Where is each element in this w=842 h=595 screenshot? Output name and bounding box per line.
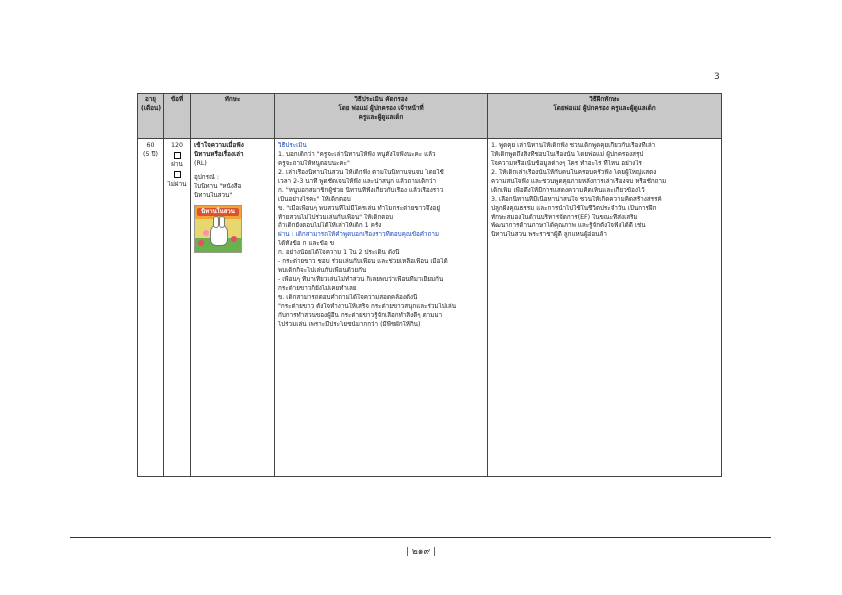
practice-line: นิทานในสวน พระราชาผู้ดี ลูกแหนผู้อ่อนล้า <box>491 231 607 239</box>
practice-text <box>491 142 718 240</box>
equipment-line-1: ใบนิทาน "หนังสือ <box>194 182 242 190</box>
pass-checkbox[interactable] <box>174 152 181 159</box>
method-line: 2. เล่าเรื่องนิทานในสวน ให้เด็กฟัง ตามในนิทานจนจบ โดยใช้ <box>278 168 444 176</box>
practice-line: 1. พูดคุย เล่านิทานให้เด็กฟัง ชวนเด็กพูดคุยเกี่ยวกับเรื่องที่เล่า <box>491 142 656 149</box>
method-line: ถ้าเด็กยังตอบไม่ได้ให้เล่าให้เด็ก 1 ครั้ง <box>278 222 382 230</box>
method-line: ผ่าน : เด็กสามารถให้คำพูดบอกเรื่องราวที่ตอบคุณข้อคำถาม <box>278 231 440 239</box>
practice-line: พัฒนาการด้านภาษาได้คุณภาพ และรู้จักตั้งใจฟังได้ดี เช่น <box>491 222 646 230</box>
header-method-line-3: ครูและผู้ดูแลเด็ก <box>358 113 404 121</box>
method-text <box>278 151 484 330</box>
method-cell <box>275 139 488 477</box>
table-row <box>138 139 722 477</box>
item-number: 120 <box>170 142 184 149</box>
age-cell <box>138 139 164 477</box>
header-method <box>275 94 488 139</box>
header-method-line-2: โดย พ่อแม่ ผู้ปกครอง เจ้าหน้าที่ <box>338 104 424 112</box>
method-line: ครูจะถามให้หนูตอบนะคะ" <box>278 159 350 167</box>
rabbit-icon <box>210 224 228 246</box>
fail-label: ไม่ผ่าน <box>167 180 187 188</box>
table-header-row <box>138 94 722 139</box>
practice-cell <box>488 139 722 477</box>
flower-icon <box>198 240 204 246</box>
practice-line: เด็กเพิ่ม เพื่อดึงให้มีการแสดงความคิดเห็นและเกี่ยวข้องไว้ <box>491 186 645 194</box>
equipment-line-2: นิทานในสวน" <box>194 191 233 199</box>
skill-cell <box>191 139 275 477</box>
method-line: ได้ทั้งข้อ ก และข้อ ข <box>278 240 335 248</box>
method-line: ไปร่วมเล่น เพราะมีประโยชน์มากกว่า (มีพืชผักให้กิน) <box>278 320 421 328</box>
header-no <box>164 94 191 139</box>
header-skill-label: ทักษะ <box>224 96 241 103</box>
age-months: 60 <box>146 142 155 149</box>
method-line: - กระต่ายขาว ชอบ ร่วมเล่นกับเพื่อน และช่วยเหลือเพื่อน เมื่อได้ <box>278 258 448 266</box>
assessment-table <box>137 93 722 477</box>
method-line: ข. "เมื่อเพื่อนๆ พบสวนที่ไม่มีใครเล่น ทำไมกระต่ายขาวจึงอยู่ <box>278 204 441 212</box>
practice-line: ใจความหรือเน้นข้อมูลต่างๆ ใคร ทำอะไร ที่ไหน อย่างไร <box>491 159 642 167</box>
header-skill <box>191 94 275 139</box>
age-years: (5 ปี) <box>143 150 158 158</box>
method-line: ข. เด็กสามารถตอบคำถามได้ใจความสอดคล้องดังนี้ <box>278 293 418 301</box>
fail-checkbox[interactable] <box>174 171 181 178</box>
practice-line: ความสนใจฟัง และชวนพูดคุยภายหลังการเล่าเรื่องจบ หรือชักถาม <box>491 177 667 185</box>
method-line: - เพื่อนๆ ที่มาเที่ยวเล่นไม่ทำสวน ก็เลยพบว่าเพื่อนที่มาเยี่ยมกัน <box>278 276 444 284</box>
practice-line: ปลูกฝังคุณธรรม และการนำไปใช้ในชีวิตประจำวัน เป็นการฝึก <box>491 204 657 212</box>
method-line: เป็นอย่างไรคะ" ให้เด็กตอบ <box>278 195 351 203</box>
storybook-cover-image <box>194 205 242 253</box>
practice-line: 3. เลือกนิทานที่มีเนื้อหาน่าสนใจ ชวนให้เกิดความคิดสร้างสรรค์ <box>491 195 662 203</box>
header-practice <box>488 94 722 139</box>
method-line: 1. บอกเด็กว่า "ครูจะเล่านิทานให้ฟัง หนูตั้งใจฟังนะคะ แล้ว <box>278 150 436 158</box>
pass-label: ผ่าน <box>171 161 183 169</box>
header-age <box>138 94 164 139</box>
header-practice-line-2: โดยพ่อแม่ ผู้ปกครอง ครูและผู้ดูแลเด็ก <box>553 104 656 112</box>
skill-title-line-1: เข้าใจความเมื่อฟัง <box>194 142 244 149</box>
page-number-top: 3 <box>714 72 720 82</box>
method-line: กับการทำสวนของผู้อื่น กระต่ายขาวรู้จักเลือกทำสิ่งดีๆ ตามมา <box>278 311 443 319</box>
item-number-cell <box>164 139 191 477</box>
method-line: เวลา 2-3 นาที พูดชัดเจนให้ฟัง และน่าสนุก แล้วถามเด็กว่า <box>278 177 437 185</box>
skill-code: (RL) <box>194 159 207 167</box>
method-line: "กระต่ายขาว ตั้งใจทำงานให้เสร็จ กระต่ายขาวสนุกและร่วมไปเล่น <box>278 302 457 310</box>
practice-line: ทักษะสมองในด้านบริหารจัดการ(EF) ในขณะที่ส่งเสริม <box>491 213 638 221</box>
method-line: พบเด็กก็จะไปเล่นกับเพื่อนด้วยกัน <box>278 267 367 275</box>
header-age-line-2: (เดือน) <box>141 104 162 112</box>
method-line: ท้ายสวนไม่ไปร่วมเล่นกับเพื่อน" ให้เด็กตอบ <box>278 213 394 221</box>
header-practice-line-1: วิธีฝึกทักษะ <box>589 96 620 103</box>
footer-page-number: | ๒๑๙ | <box>405 547 437 557</box>
flower-icon <box>231 236 237 242</box>
footer-divider <box>70 537 771 538</box>
practice-line: ให้เด็กพูดถึงสิ่งที่ชอบในเรื่องนั้น โดยพ่อแม่ ผู้ปกครองสรุป <box>491 150 644 158</box>
equipment-label: อุปกรณ์ : <box>194 173 219 181</box>
method-line: ก. อย่างน้อยได้ใจความ 1 ใน 2 ประเด็น ดังนี้ <box>278 249 400 257</box>
method-line: กระต่ายขาวก็ยังไม่เคยทำเลย <box>278 285 357 292</box>
practice-line: 2. ให้เด็กเล่าเรื่องนั้นให้กับคนในครอบครัวฟัง โดยผู้ใหญ่แสดง <box>491 168 657 176</box>
skill-title-line-2: นิทานหรือเรื่องเล่า <box>194 150 244 158</box>
storybook-title: นิทานในสวน <box>197 208 239 217</box>
header-age-line-1: อายุ <box>144 96 156 103</box>
flower-icon <box>203 230 209 236</box>
header-method-line-1: วิธีประเมิน คัดกรอง <box>354 96 408 103</box>
method-heading: วิธีประเมิน <box>278 142 307 149</box>
header-no-label: ข้อที่ <box>170 96 184 103</box>
method-line: ก. "หนูบอกสมาชิกผู้ช่วย นิทานที่ฟังเกี่ยวกับเรื่อง แล้วเรื่องราว <box>278 186 444 194</box>
